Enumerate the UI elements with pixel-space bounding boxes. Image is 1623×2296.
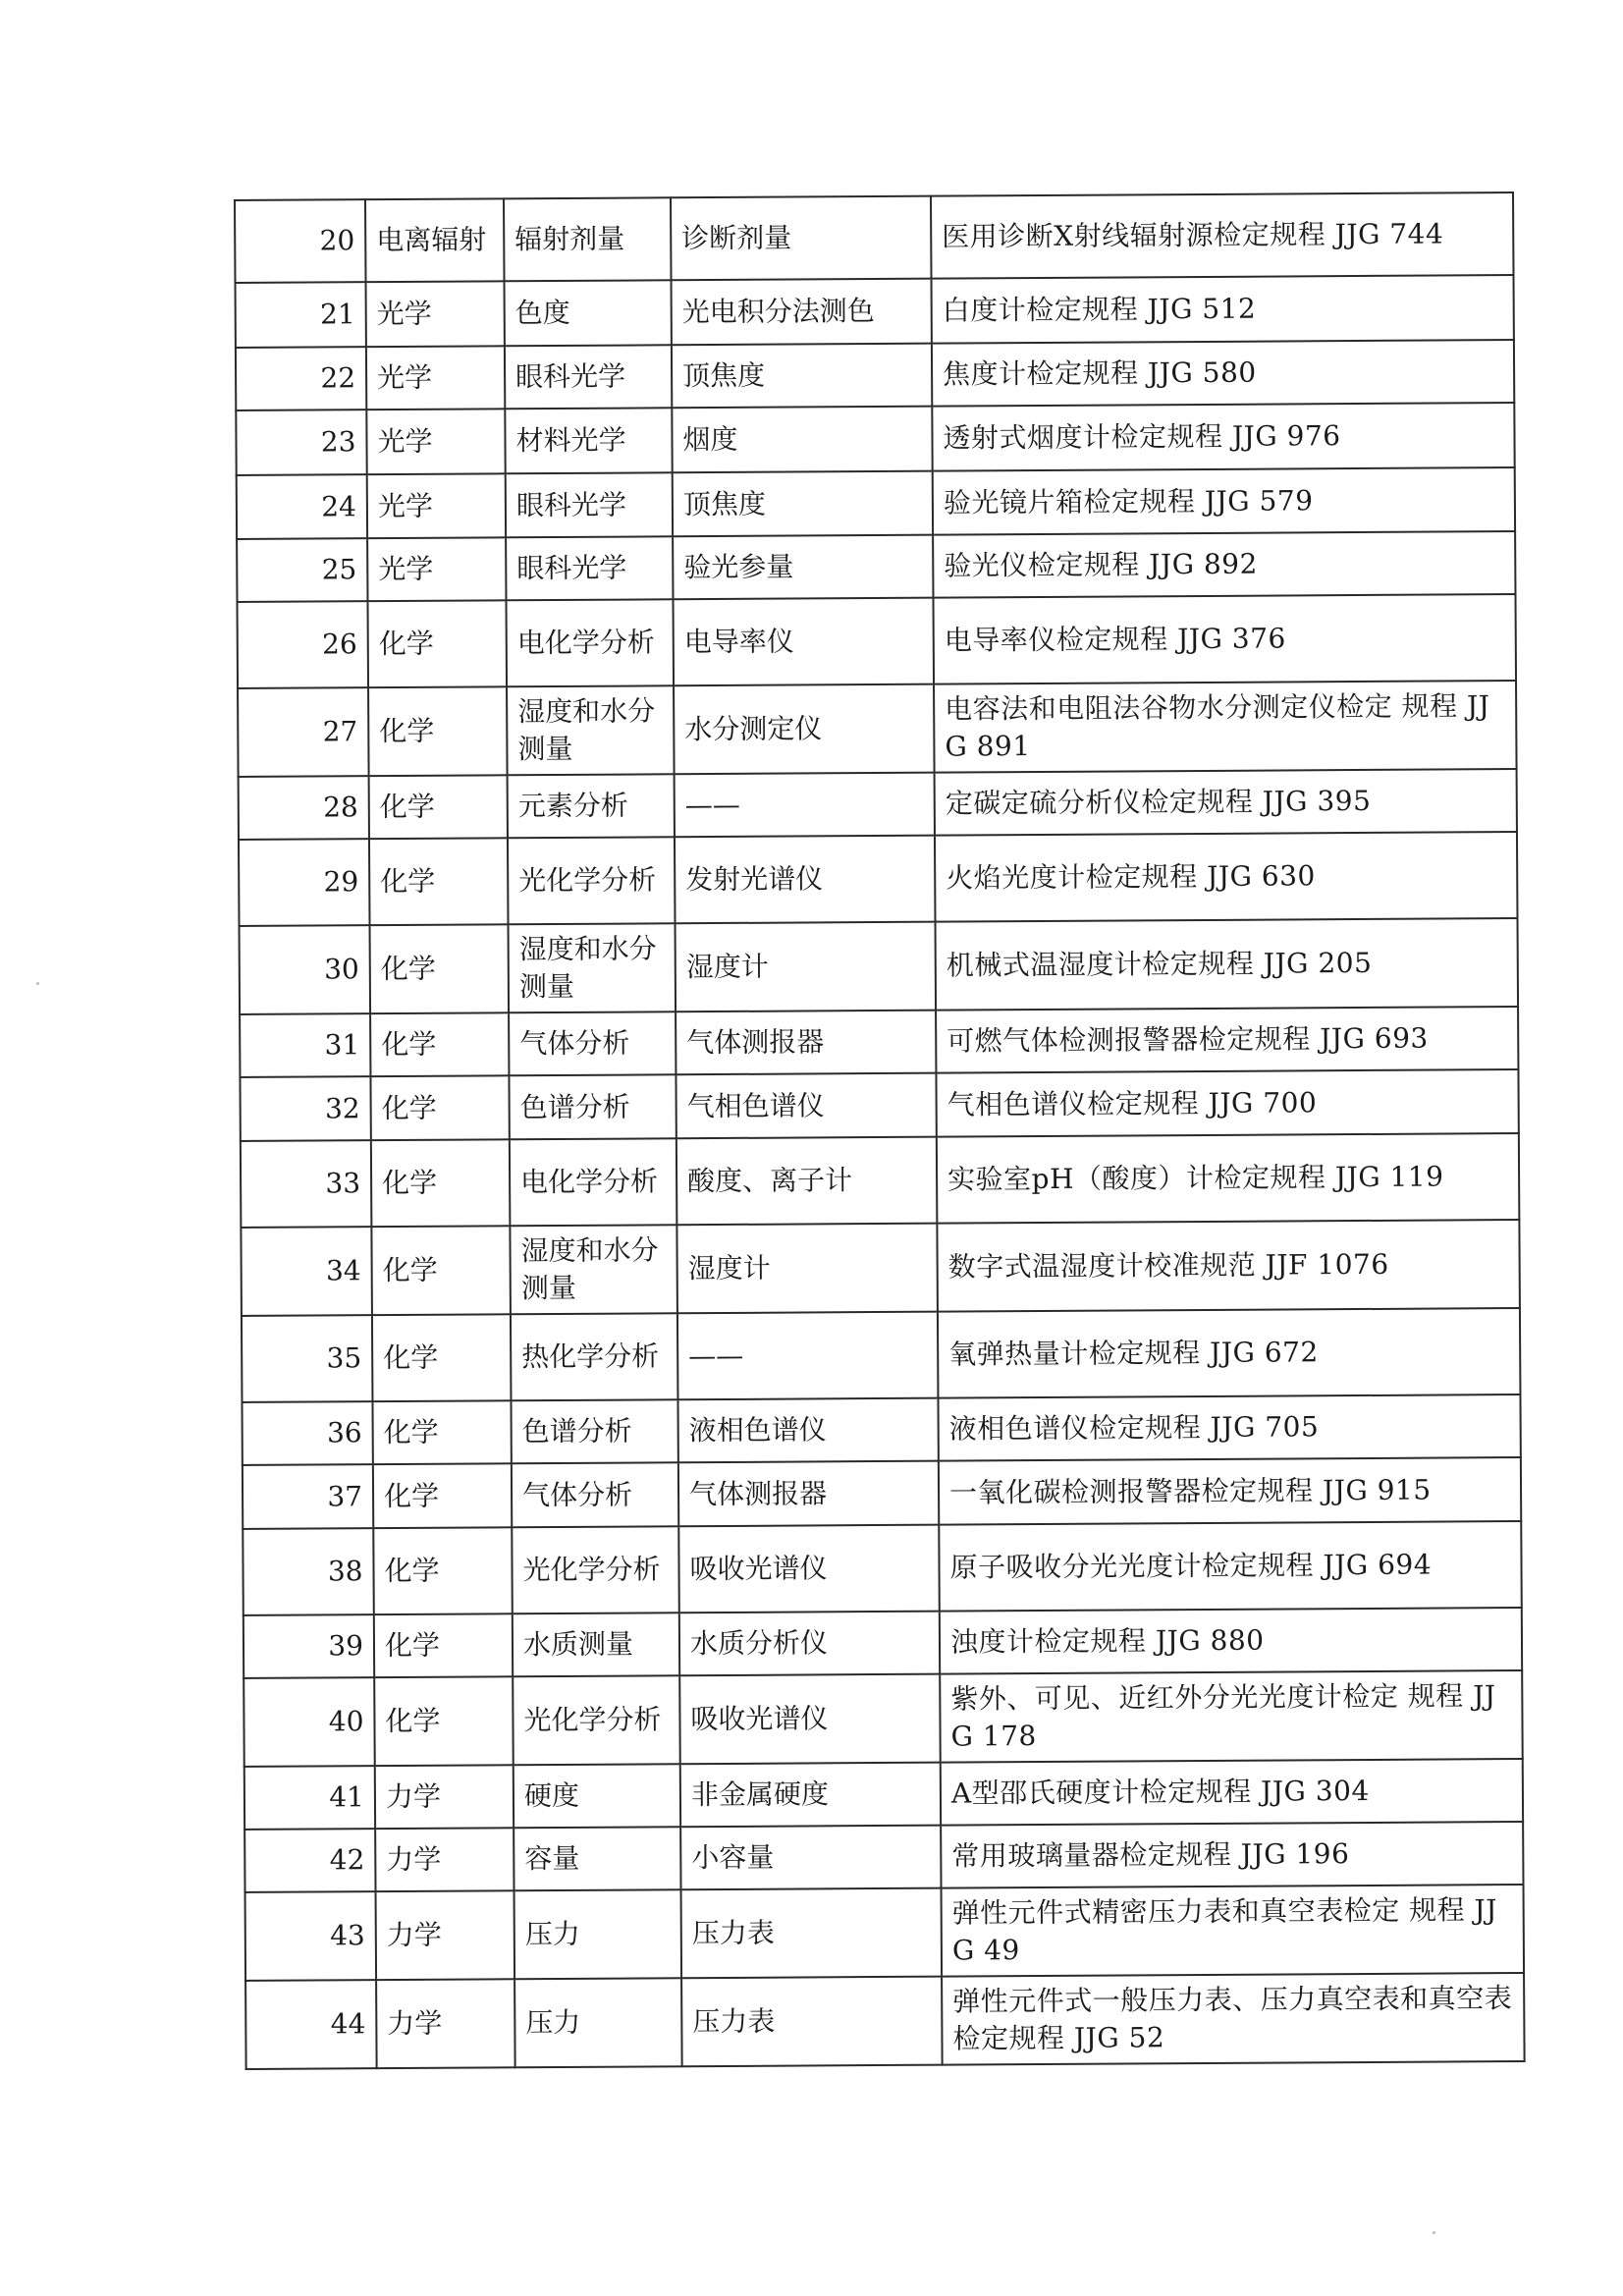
cell-item: 光电积分法测色 xyxy=(672,279,932,346)
cell-number: 20 xyxy=(235,199,366,283)
cell-standard: 验光镜片箱检定规程 JJG 579 xyxy=(933,467,1515,535)
cell-number: 34 xyxy=(241,1227,372,1316)
table-row xyxy=(243,1457,1521,1529)
cell-standard: 液相色谱仪检定规程 JJG 705 xyxy=(938,1394,1520,1461)
table-row xyxy=(235,192,1513,283)
cell-category: 眼科光学 xyxy=(505,345,672,409)
cell-number: 44 xyxy=(245,1980,377,2069)
cell-category: 热化学分析 xyxy=(511,1313,678,1400)
cell-standard: 弹性元件式精密压力表和真空表检定 规程 JJG 49 xyxy=(942,1885,1525,1977)
table-row xyxy=(245,1885,1525,1981)
cell-item: 非金属硬度 xyxy=(680,1763,941,1828)
cell-field: 化学 xyxy=(369,775,508,839)
table-row xyxy=(241,1220,1520,1316)
cell-number: 33 xyxy=(241,1140,372,1228)
cell-category: 辐射剂量 xyxy=(504,197,672,281)
cell-category: 色谱分析 xyxy=(511,1399,677,1463)
cell-item: 压力表 xyxy=(681,1977,943,2067)
table-row xyxy=(241,1133,1520,1228)
cell-item: 湿度计 xyxy=(676,1224,938,1314)
scan-speck xyxy=(1433,2231,1435,2234)
table-row xyxy=(237,467,1515,539)
table-row xyxy=(244,1759,1523,1830)
cell-item: 小容量 xyxy=(680,1826,941,1890)
cell-item: 压力表 xyxy=(681,1888,943,1979)
cell-number: 25 xyxy=(237,538,367,602)
cell-category: 容量 xyxy=(514,1827,680,1890)
cell-number: 29 xyxy=(239,839,370,926)
cell-standard: 焦度计检定规程 JJG 580 xyxy=(932,340,1514,407)
cell-item: 诊断剂量 xyxy=(671,196,932,281)
cell-number: 39 xyxy=(243,1614,374,1678)
cell-field: 化学 xyxy=(370,924,510,1013)
cell-field: 力学 xyxy=(375,1828,514,1891)
cell-field: 电离辐射 xyxy=(365,198,505,282)
cell-item: 水质分析仪 xyxy=(679,1612,940,1676)
cell-standard: 火焰光度计检定规程 JJG 630 xyxy=(935,832,1518,922)
cell-standard: 氧弹热量计检定规程 JJG 672 xyxy=(938,1308,1521,1398)
cell-field: 化学 xyxy=(368,686,508,776)
cell-item: 发射光谱仪 xyxy=(675,836,936,924)
cell-field: 光学 xyxy=(367,537,506,601)
cell-field: 化学 xyxy=(372,1400,511,1464)
table-row xyxy=(240,1007,1518,1077)
cell-field: 化学 xyxy=(374,1676,514,1766)
cell-category: 眼科光学 xyxy=(506,472,673,537)
cell-category: 元素分析 xyxy=(508,774,675,838)
cell-item: 湿度计 xyxy=(676,922,937,1012)
cell-category: 材料光学 xyxy=(505,408,672,473)
cell-category: 光化学分析 xyxy=(508,837,676,924)
regulation-table xyxy=(234,191,1526,2070)
table-row xyxy=(243,1670,1523,1767)
cell-standard: 弹性元件式一般压力表、压力真空表和真空表检定规程 JJG 52 xyxy=(942,1973,1525,2065)
cell-standard: 一氧化碳检测报警器检定规程 JJG 915 xyxy=(939,1457,1521,1525)
cell-item: —— xyxy=(675,773,935,838)
cell-category: 压力 xyxy=(514,1889,682,1979)
cell-standard: 透射式烟度计检定规程 JJG 976 xyxy=(932,403,1514,471)
cell-category: 气体分析 xyxy=(509,1011,676,1075)
cell-item: 吸收光谱仪 xyxy=(678,1525,940,1613)
cell-item: 酸度、离子计 xyxy=(676,1137,938,1226)
cell-field: 化学 xyxy=(370,1075,509,1140)
cell-item: 气相色谱仪 xyxy=(676,1073,936,1139)
table-row xyxy=(240,1069,1518,1141)
cell-field: 力学 xyxy=(375,1765,514,1829)
table-row xyxy=(236,275,1514,348)
table-row xyxy=(236,340,1514,410)
cell-item: 顶焦度 xyxy=(673,471,933,537)
cell-field: 化学 xyxy=(374,1613,513,1677)
cell-item: 吸收光谱仪 xyxy=(679,1674,941,1765)
table-row xyxy=(245,1973,1525,2069)
cell-number: 32 xyxy=(240,1076,370,1141)
cell-number: 42 xyxy=(244,1829,375,1892)
table-row xyxy=(238,681,1517,777)
cell-field: 光学 xyxy=(366,346,505,410)
cell-number: 38 xyxy=(243,1528,374,1615)
cell-standard: 定碳定硫分析仪检定规程 JJG 395 xyxy=(935,769,1517,836)
cell-category: 湿度和水分测量 xyxy=(509,923,676,1012)
cell-standard: 电导率仪检定规程 JJG 376 xyxy=(933,594,1516,684)
cell-number: 21 xyxy=(236,282,366,348)
cell-number: 27 xyxy=(238,687,369,777)
cell-item: 气体测报器 xyxy=(678,1461,939,1527)
cell-standard: 白度计检定规程 JJG 512 xyxy=(932,275,1514,344)
cell-field: 化学 xyxy=(373,1527,513,1614)
cell-standard: 紫外、可见、近红外分光光度计检定 规程 JJG 178 xyxy=(940,1670,1523,1763)
table-row xyxy=(237,531,1515,602)
cell-field: 化学 xyxy=(371,1226,511,1315)
table-row xyxy=(238,594,1517,688)
cell-field: 化学 xyxy=(368,600,508,687)
cell-standard: 常用玻璃量器检定规程 JJG 196 xyxy=(941,1822,1523,1888)
cell-category: 眼科光学 xyxy=(506,536,673,600)
cell-standard: 电容法和电阻法谷物水分测定仪检定 规程 JJG 891 xyxy=(934,681,1517,773)
cell-category: 水质测量 xyxy=(513,1613,679,1676)
table-row xyxy=(242,1394,1520,1465)
cell-item: 烟度 xyxy=(672,407,932,473)
cell-item: 液相色谱仪 xyxy=(677,1398,938,1463)
table-row xyxy=(242,1308,1521,1402)
cell-number: 35 xyxy=(242,1315,373,1402)
cell-category: 湿度和水分测量 xyxy=(510,1225,677,1314)
cell-standard: 机械式温湿度计检定规程 JJG 205 xyxy=(936,918,1519,1011)
cell-standard: 验光仪检定规程 JJG 892 xyxy=(933,531,1515,598)
cell-item: 验光参量 xyxy=(673,535,933,600)
cell-number: 30 xyxy=(240,925,371,1014)
cell-field: 光学 xyxy=(367,473,506,538)
cell-item: 水分测定仪 xyxy=(674,684,935,775)
table-row xyxy=(240,918,1519,1014)
cell-category: 光化学分析 xyxy=(513,1675,680,1765)
cell-number: 37 xyxy=(243,1464,373,1529)
cell-field: 化学 xyxy=(372,1314,512,1401)
cell-number: 36 xyxy=(242,1401,372,1465)
cell-category: 气体分析 xyxy=(512,1462,678,1527)
cell-category: 电化学分析 xyxy=(510,1138,677,1226)
table-row xyxy=(236,403,1514,475)
cell-number: 40 xyxy=(243,1677,375,1767)
cell-standard: 医用诊断X射线辐射源检定规程 JJG 744 xyxy=(931,192,1514,279)
cell-category: 压力 xyxy=(514,1978,682,2067)
cell-item: 电导率仪 xyxy=(673,598,934,686)
cell-standard: 原子吸收分光光度计检定规程 JJG 694 xyxy=(939,1521,1522,1612)
cell-number: 22 xyxy=(236,347,366,410)
cell-category: 色谱分析 xyxy=(509,1074,676,1139)
cell-number: 23 xyxy=(236,410,366,475)
table-row xyxy=(239,769,1517,840)
cell-category: 湿度和水分测量 xyxy=(507,685,675,775)
cell-standard: 数字式温湿度计校准规范 JJF 1076 xyxy=(937,1220,1520,1312)
cell-category: 硬度 xyxy=(514,1764,680,1828)
cell-item: —— xyxy=(677,1312,939,1400)
cell-number: 24 xyxy=(237,474,367,539)
cell-field: 力学 xyxy=(376,1890,515,1980)
cell-standard: 气相色谱仪检定规程 JJG 700 xyxy=(936,1069,1518,1137)
table-row xyxy=(244,1822,1523,1892)
cell-field: 化学 xyxy=(369,838,509,925)
cell-number: 26 xyxy=(238,601,369,688)
table-row xyxy=(243,1521,1522,1615)
cell-category: 色度 xyxy=(505,280,672,346)
cell-item: 顶焦度 xyxy=(672,344,932,409)
cell-item: 气体测报器 xyxy=(676,1011,936,1075)
table-row xyxy=(239,832,1518,926)
cell-standard: 浊度计检定规程 JJG 880 xyxy=(940,1608,1522,1674)
table-row xyxy=(243,1608,1522,1678)
cell-field: 光学 xyxy=(366,409,505,474)
cell-field: 力学 xyxy=(376,1979,515,2068)
scan-speck xyxy=(36,982,39,985)
cell-category: 光化学分析 xyxy=(512,1526,679,1613)
cell-standard: 实验室pH（酸度）计检定规程 JJG 119 xyxy=(937,1133,1520,1224)
cell-number: 43 xyxy=(245,1891,377,1981)
cell-field: 化学 xyxy=(371,1139,511,1227)
cell-field: 光学 xyxy=(366,281,505,347)
cell-category: 电化学分析 xyxy=(506,599,674,686)
cell-field: 化学 xyxy=(373,1463,512,1528)
cell-standard: 可燃气体检测报警器检定规程 JJG 693 xyxy=(936,1007,1518,1073)
cell-number: 28 xyxy=(239,776,369,840)
table-body xyxy=(235,192,1525,2069)
cell-number: 31 xyxy=(240,1013,370,1077)
cell-number: 41 xyxy=(244,1766,375,1830)
cell-standard: A型邵氏硬度计检定规程 JJG 304 xyxy=(941,1759,1523,1826)
cell-field: 化学 xyxy=(370,1012,509,1076)
